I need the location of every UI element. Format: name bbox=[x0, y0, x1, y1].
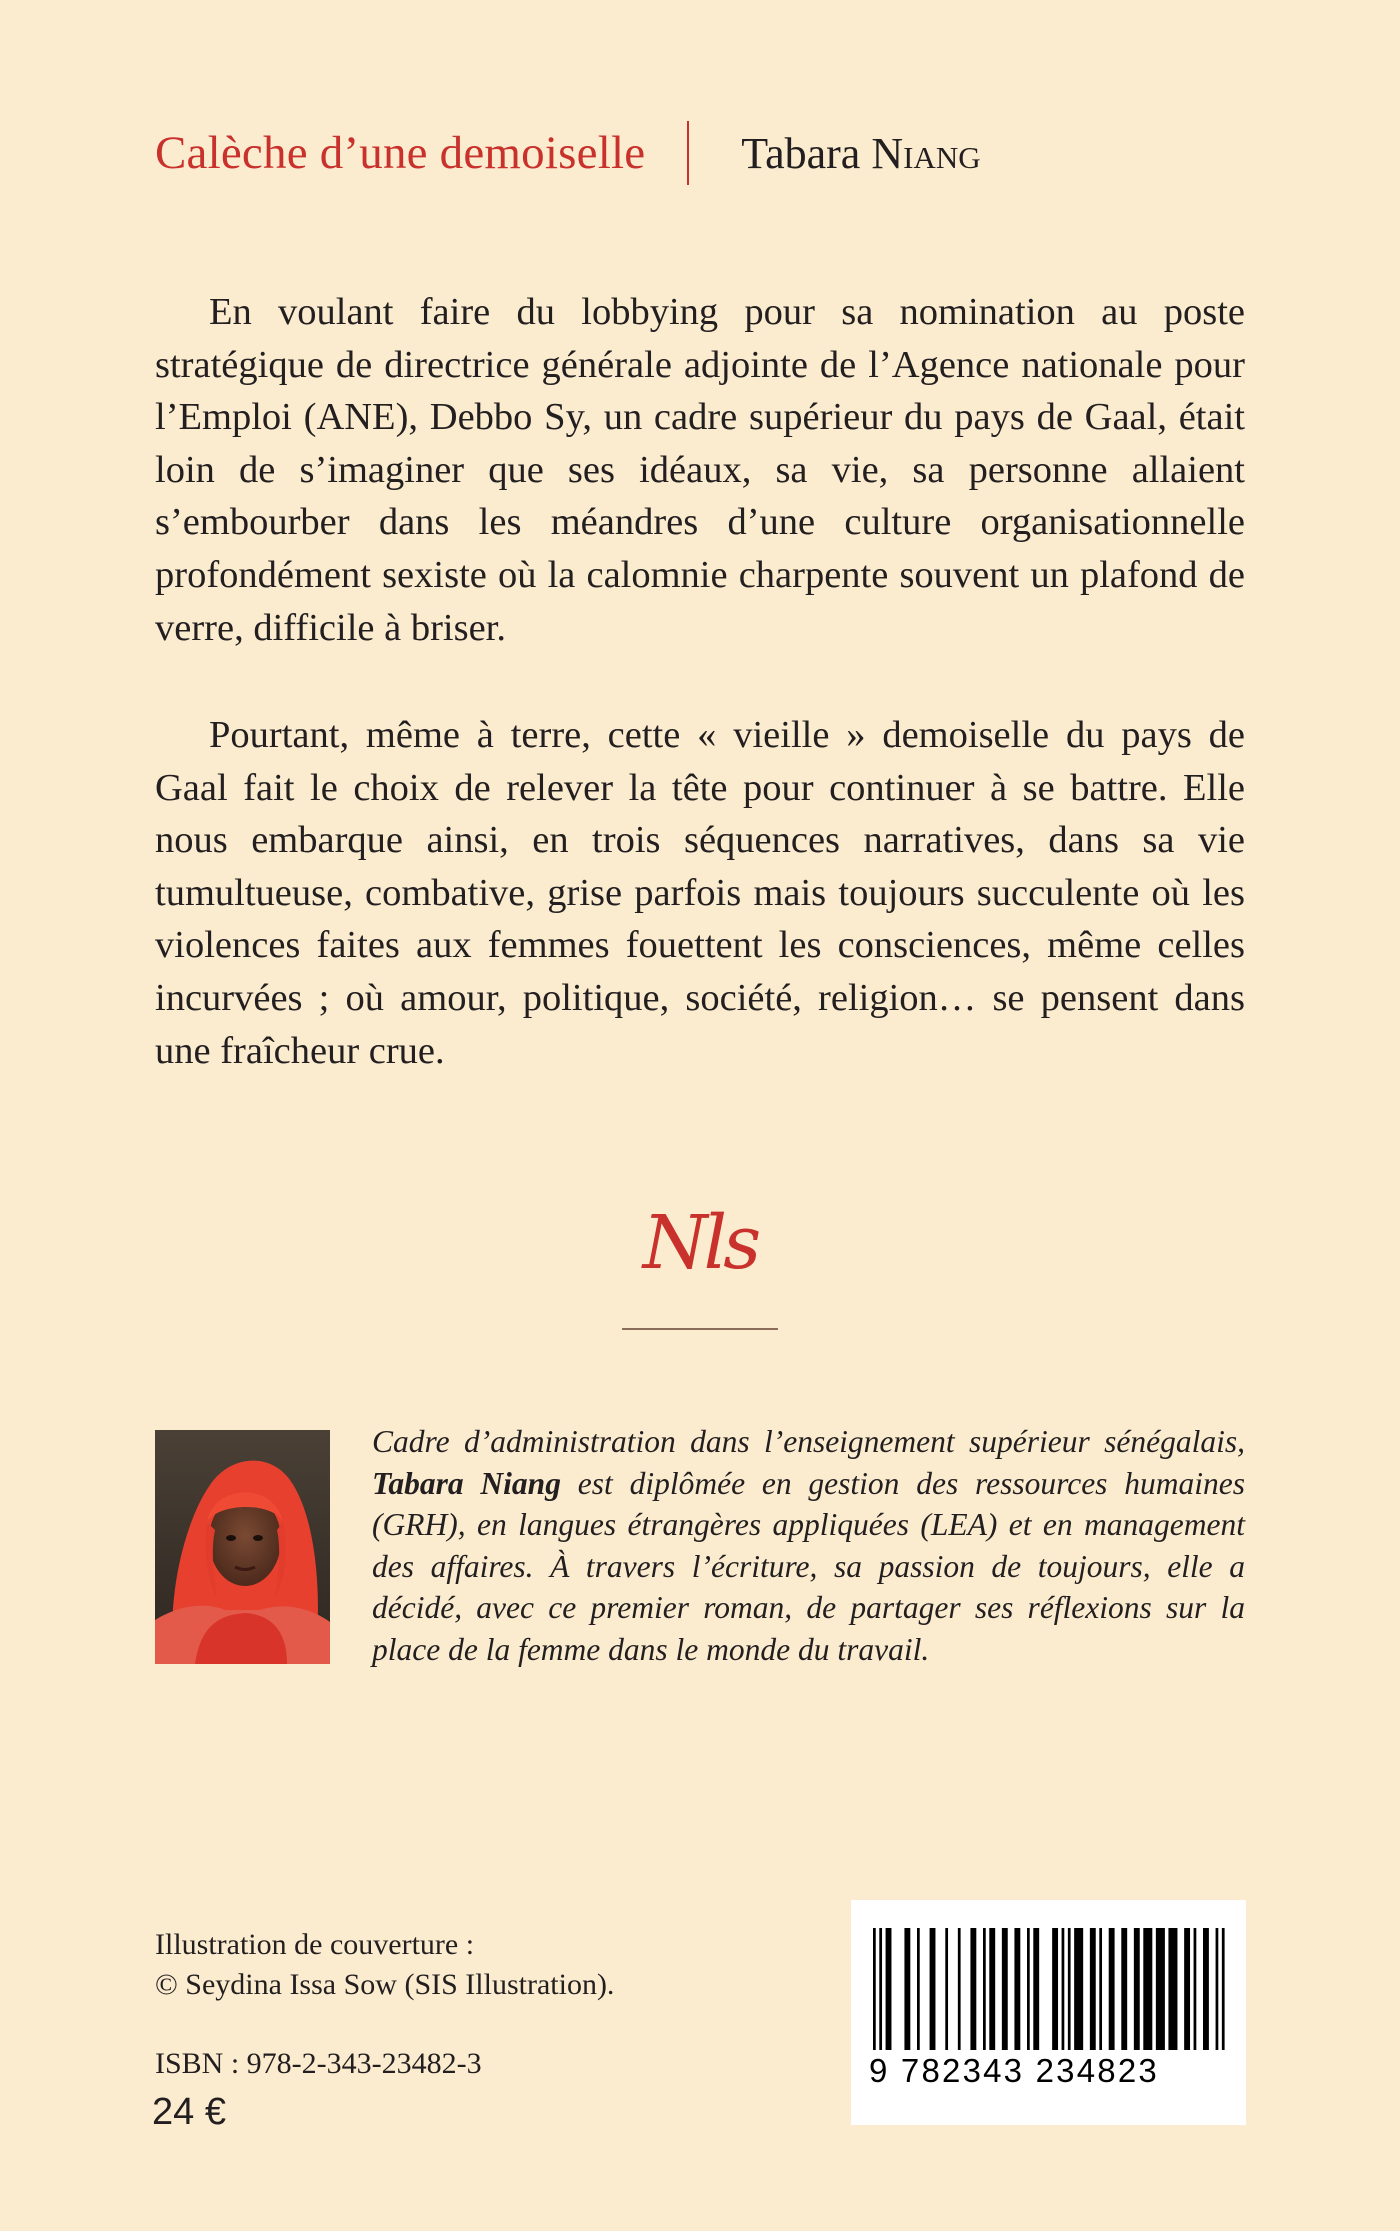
blurb-paragraph-2 bbox=[155, 709, 1245, 1077]
bio-author-name: Tabara Niang bbox=[372, 1465, 561, 1501]
author-first-name: Tabara bbox=[741, 128, 872, 178]
illustration-credits bbox=[155, 1925, 614, 2005]
blurb-text-1: En voulant faire du lobbying pour sa nomination au poste stratégique de directrice générale adjointe de l’Agence nationale pour l’Emploi (ANE), Debbo Sy, un cadre supérieur du pays de Gaal, était loin de s’imaginer que ses idéaux, sa vie, sa personne allaient s’embourber dans les méandres d’une culture organisationnelle profondément sexiste où la calomnie charpente souvent un plafond de verre, difficile à briser. bbox=[155, 291, 1245, 649]
blurb-text-2: Pourtant, même à terre, cette « vieille » demoiselle du pays de Gaal fait le choix de relever la tête pour continuer à se battre. Elle nous embarque ainsi, en trois séquences narratives, dans sa vie tumultueuse, combative, grise parfois mais toujours succulente où les violences faites aux femmes fouettent les consciences, même celles incurvées ; où amour, politique, société, religion… se pensent dans une fraîcheur crue. bbox=[155, 714, 1245, 1072]
author-name bbox=[741, 128, 980, 179]
barcode-bar bbox=[1222, 1928, 1225, 2050]
barcode-bar bbox=[1002, 1928, 1008, 2050]
barcode-bar bbox=[1156, 1928, 1165, 2050]
barcode-bar bbox=[873, 1928, 876, 2050]
author-bio bbox=[372, 1421, 1245, 1670]
barcode-bar bbox=[1143, 1928, 1152, 2050]
barcode-bar bbox=[1216, 1928, 1219, 2050]
portrait-image bbox=[155, 1430, 330, 1664]
cover-header bbox=[155, 118, 981, 188]
barcode-bar bbox=[1168, 1928, 1177, 2050]
barcode-bar bbox=[1184, 1928, 1190, 2050]
isbn: ISBN : 978-2-343-23482-3 bbox=[155, 2047, 482, 2080]
barcode-bar bbox=[1062, 1928, 1065, 2050]
barcode-bar bbox=[945, 1928, 948, 2050]
barcode-bar bbox=[970, 1928, 976, 2050]
barcode bbox=[851, 1900, 1246, 2125]
barcode-bar bbox=[1109, 1928, 1115, 2050]
barcode-bar bbox=[958, 1928, 961, 2050]
bio-rest: est diplômée en gestion des ressources humaines (GRH), en langues étrangères appliquées (LEA) et en management des affaires. À travers l’écriture, sa passion de toujours, elle a décidé, avec ce premier roman, de partager ses réflexions sur la place de la femme dans le monde du travail. bbox=[372, 1465, 1245, 1667]
barcode-bar bbox=[886, 1928, 892, 2050]
credits-line-2: © Seydina Issa Sow (SIS Illustration). bbox=[155, 1968, 615, 2001]
barcode-bar bbox=[1203, 1928, 1209, 2050]
barcode-bar bbox=[930, 1928, 936, 2050]
barcode-bar bbox=[879, 1928, 882, 2050]
author-portrait bbox=[155, 1430, 330, 1664]
barcode-bar bbox=[1134, 1928, 1140, 2050]
barcode-digits: 9 782343 234823 bbox=[869, 2052, 1159, 2089]
price: 24 € bbox=[152, 2091, 226, 2133]
credits-line-1: Illustration de couverture : bbox=[155, 1928, 475, 1961]
barcode-bar bbox=[1027, 1928, 1030, 2050]
barcode-bar bbox=[1014, 1928, 1020, 2050]
blurb-paragraph-1 bbox=[155, 286, 1245, 654]
publisher-logo: Nls bbox=[642, 1200, 758, 1286]
logo-underline bbox=[622, 1328, 778, 1330]
barcode-bar bbox=[1099, 1928, 1102, 2050]
barcode-bar bbox=[989, 1928, 995, 2050]
barcode-bar bbox=[1052, 1928, 1058, 2050]
barcode-bar bbox=[1068, 1928, 1071, 2050]
barcode-bar bbox=[1033, 1928, 1039, 2050]
bio-intro: Cadre d’administration dans l’enseignement supérieur sénégalais, bbox=[372, 1424, 1245, 1459]
author-last-name: Niang bbox=[871, 128, 981, 178]
barcode-bars bbox=[851, 1900, 1246, 2125]
barcode-bar bbox=[917, 1928, 920, 2050]
book-title: Calèche d’une demoiselle bbox=[155, 127, 646, 179]
barcode-bar bbox=[983, 1928, 986, 2050]
header-divider bbox=[687, 121, 689, 185]
barcode-bar bbox=[1194, 1928, 1197, 2050]
barcode-bar bbox=[904, 1928, 910, 2050]
barcode-bar bbox=[1090, 1928, 1096, 2050]
barcode-bar bbox=[1074, 1928, 1083, 2050]
barcode-bar bbox=[1121, 1928, 1127, 2050]
